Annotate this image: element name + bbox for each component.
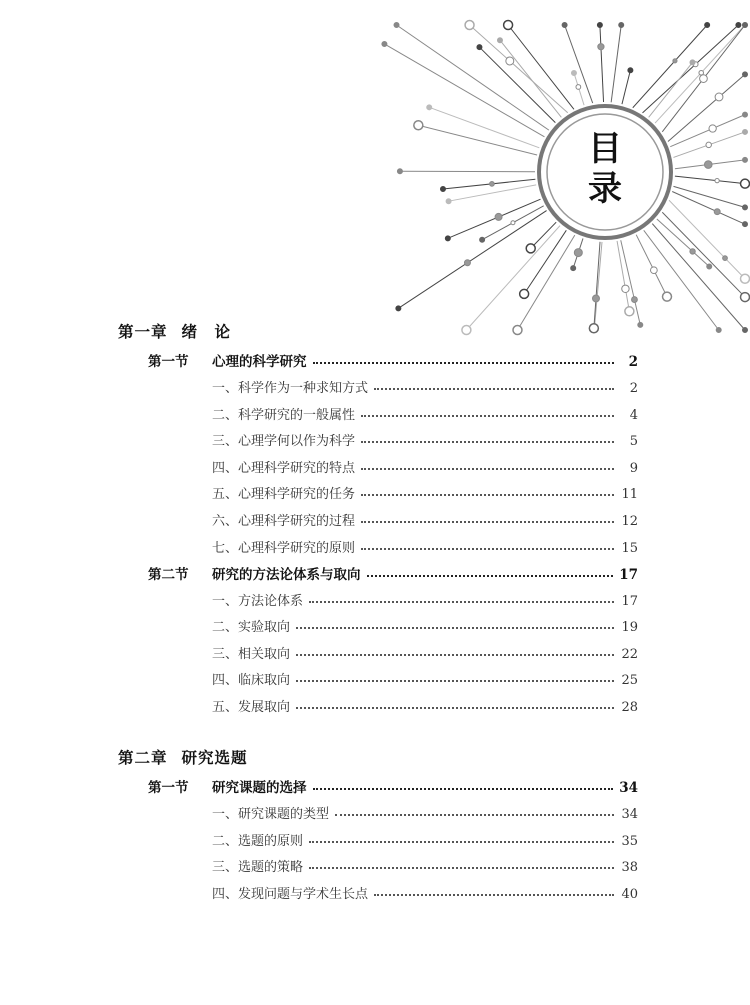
page-number: 5 [629, 434, 638, 449]
item-title: 二、选题的原则 [212, 834, 304, 849]
section-label: 第一节 [148, 780, 189, 796]
item-title: 一、科学作为一种求知方式 [212, 381, 369, 396]
dot-leader [335, 813, 614, 816]
page-number: 34 [621, 807, 638, 822]
item-title: 一、方法论体系 [212, 594, 304, 609]
toc-item-entry[interactable] [212, 430, 638, 449]
toc-section-entry[interactable] [148, 563, 638, 583]
section-label: 第二节 [148, 567, 189, 583]
dot-leader [309, 840, 614, 843]
chapter-label: 第二章 [118, 748, 168, 767]
toc-item-entry[interactable] [212, 830, 638, 849]
toc-item-entry[interactable] [212, 616, 638, 635]
item-title: 五、发展取向 [212, 700, 291, 715]
section-title: 研究课题的选择 [212, 780, 307, 796]
item-title: 四、发现问题与学术生长点 [212, 887, 369, 902]
dot-leader [296, 626, 614, 629]
toc-item-entry[interactable] [212, 537, 638, 556]
item-title: 三、选题的策略 [212, 860, 304, 875]
toc-item-entry[interactable] [212, 404, 638, 423]
toc-item-entry[interactable] [212, 590, 638, 609]
item-title: 二、实验取向 [212, 620, 291, 635]
page-number: 34 [619, 780, 638, 796]
page-number: 38 [621, 860, 638, 875]
section-label: 第一节 [148, 354, 189, 370]
toc-item-entry[interactable] [212, 510, 638, 529]
item-title: 二、科学研究的一般属性 [212, 408, 356, 423]
toc-heading-line2: 录 [588, 169, 622, 209]
item-title: 四、临床取向 [212, 673, 291, 688]
page-number: 17 [619, 567, 638, 583]
dot-leader [313, 361, 615, 364]
dot-leader [361, 467, 614, 470]
dot-leader [361, 414, 614, 417]
page-number: 9 [629, 461, 638, 476]
page-number: 19 [621, 620, 638, 635]
dot-leader [296, 679, 614, 682]
dot-leader [361, 440, 614, 443]
item-title: 三、相关取向 [212, 647, 291, 662]
dot-leader [361, 547, 614, 550]
toc-item-entry[interactable] [212, 669, 638, 688]
page-number: 4 [629, 408, 638, 423]
item-title: 五、心理科学研究的任务 [212, 487, 356, 502]
section-title: 研究的方法论体系与取向 [212, 567, 361, 583]
page-number: 15 [621, 541, 638, 556]
toc-item-entry[interactable] [212, 883, 638, 902]
chapter-title: 绪 论 [181, 322, 232, 341]
toc-item-entry[interactable] [212, 696, 638, 715]
dot-leader [367, 574, 614, 577]
toc-section-entry[interactable] [148, 350, 638, 370]
item-title: 四、心理科学研究的特点 [212, 461, 356, 476]
toc-item-entry[interactable] [212, 856, 638, 875]
toc-item-entry[interactable] [212, 643, 638, 662]
toc-heading-line1: 目 [588, 129, 622, 169]
dot-leader [361, 520, 614, 523]
page-number: 11 [621, 487, 638, 502]
page-number: 17 [621, 594, 638, 609]
dot-leader [361, 493, 614, 496]
page-number: 2 [628, 354, 638, 370]
page-number: 40 [621, 887, 638, 902]
chapter-title: 研究选题 [181, 748, 248, 767]
toc-item-entry[interactable] [212, 457, 638, 476]
dot-leader [309, 866, 614, 869]
toc-item-entry[interactable] [212, 483, 638, 502]
page-number: 35 [621, 834, 638, 849]
item-title: 七、心理科学研究的原则 [212, 541, 356, 556]
page-number: 28 [621, 700, 638, 715]
page-number: 2 [629, 381, 638, 396]
dot-leader [313, 787, 614, 790]
dot-leader [296, 706, 614, 709]
chapter-heading[interactable] [118, 746, 248, 768]
page-number: 22 [621, 647, 638, 662]
chapter-label: 第一章 [118, 322, 168, 341]
dot-leader [309, 600, 614, 603]
toc-item-entry[interactable] [212, 803, 638, 822]
item-title: 六、心理科学研究的过程 [212, 514, 356, 529]
dot-leader [374, 893, 614, 896]
item-title: 三、心理学何以作为科学 [212, 434, 356, 449]
item-title: 一、研究课题的类型 [212, 807, 330, 822]
toc-item-entry[interactable] [212, 377, 638, 396]
page-number: 25 [621, 673, 638, 688]
chapter-heading[interactable] [118, 320, 231, 342]
toc-section-entry[interactable] [148, 776, 638, 796]
page-number: 12 [621, 514, 638, 529]
dot-leader [374, 387, 614, 390]
section-title: 心理的科学研究 [212, 354, 307, 370]
dot-leader [296, 653, 614, 656]
